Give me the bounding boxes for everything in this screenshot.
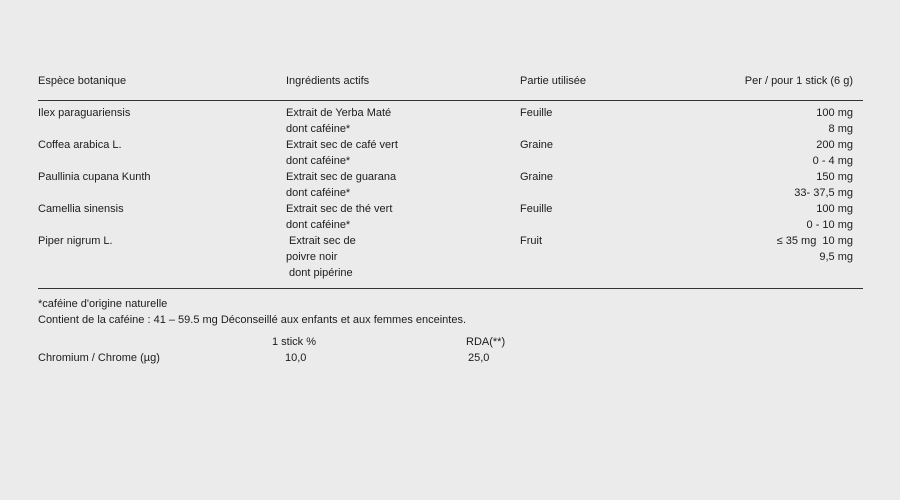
row-1-ingredient: Extrait de Yerba Maté [286,107,392,119]
row-4-ingredient-sub: dont caféine* [286,219,351,231]
row-5-ingredient: Extrait sec de [286,235,356,247]
row-5-ingredient-sub: dont pipérine [286,267,353,279]
row-3-ingredient: Extrait sec de guarana [286,171,397,183]
row-1-amount-sub: 8 mg [828,123,853,135]
header-divider [38,100,863,101]
row-5-species: Piper nigrum L. [38,235,113,247]
row-4-part: Feuille [520,203,553,215]
nutrient-stick-value: 10,0 [285,352,307,364]
row-2-amount-sub: 0 - 4 mg [812,155,853,167]
row-5-amount-sub: 9,5 mg [819,251,853,263]
row-5-ingredient-line2: poivre noir [286,251,338,263]
nutrient-name: Chromium / Chrome (µg) [38,352,160,364]
header-ingredients: Ingrédients actifs [286,75,370,87]
row-2-species: Coffea arabica L. [38,139,122,151]
nutrient-header-rda: RDA(**) [466,336,506,348]
header-part: Partie utilisée [520,75,587,87]
row-4-amount: 100 mg [816,203,853,215]
row-1-amount: 100 mg [816,107,853,119]
row-3-ingredient-sub: dont caféine* [286,187,351,199]
row-2-ingredient-sub: dont caféine* [286,155,351,167]
row-1-part: Feuille [520,107,553,119]
row-2-part: Graine [520,139,554,151]
caffeine-warning: Contient de la caféine : 41 – 59.5 mg Déconseillé aux enfants et aux femmes enceintes. [38,314,467,326]
header-per-stick: Per / pour 1 stick (6 g) [744,75,853,87]
row-2-ingredient: Extrait sec de café vert [286,139,398,151]
header-species: Espèce botanique [38,75,127,87]
nutrient-header-stick: 1 stick % [272,336,317,348]
row-2-amount: 200 mg [816,139,853,151]
row-1-ingredient-sub: dont caféine* [286,123,351,135]
row-5-part: Fruit [520,235,542,247]
row-3-amount-sub: 33- 37,5 mg [794,187,853,199]
row-1-species: Ilex paraguariensis [38,107,131,119]
row-4-ingredient: Extrait sec de thé vert [286,203,393,215]
row-3-part: Graine [520,171,554,183]
row-3-amount: 150 mg [816,171,853,183]
nutrient-rda-value: 25,0 [468,352,490,364]
row-4-amount-sub: 0 - 10 mg [806,219,853,231]
row-5-amount: ≤ 35 mg 10 mg [776,235,853,247]
caffeine-origin-note: *caféine d'origine naturelle [38,298,168,310]
row-4-species: Camellia sinensis [38,203,124,215]
row-3-species: Paullinia cupana Kunth [38,171,151,183]
table-bottom-divider [38,288,863,289]
